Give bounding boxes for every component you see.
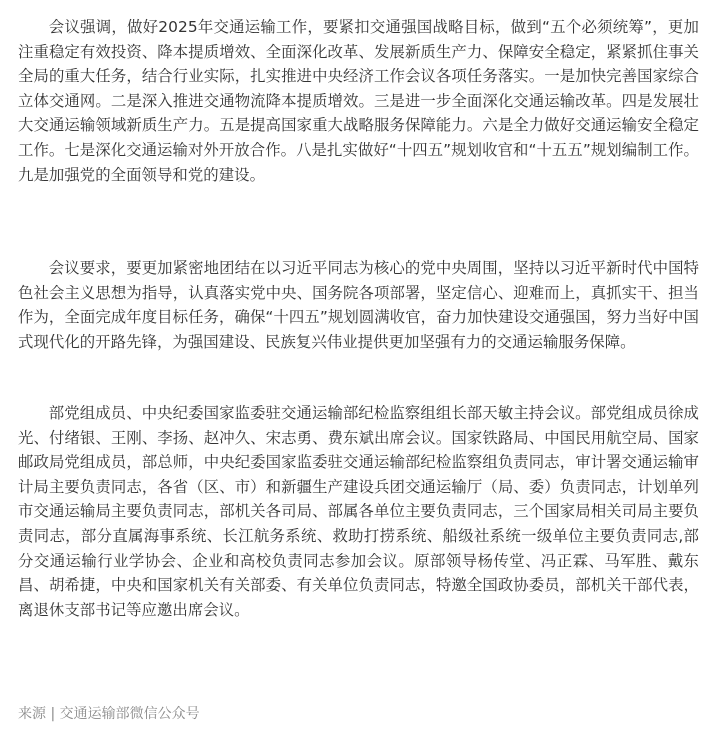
article-source: 来源 | 交通运输部微信公众号 xyxy=(18,706,200,722)
paragraph-3: 部党组成员、中央纪委国家监委驻交通运输部纪检监察组组长部天敏主持会议。部党组成员徐成光、付绪银、王刚、李扬、赵冲久、宋志勇、费东斌出席会议。国家铁路局、中国民用航空局、国家邮政局党组成员，部总师，中央纪委国家监委驻交通运输部纪检监察组负责同志，审计署交通运输审计局主要负责同志，各省（区、市）和新疆生产建设兵团交通运输厅（局、委）负责同志，计划单列市交通运输局主要负责同志，部机关各司局、部属各单位主要负责同志，三个国家局相关司局主要负责同志，部分直属海事系统、长江航务系统、救助打捞系统、船级社系统一级单位主要负责同志,部分交通运输行业学协会、企业和高校负责同志参加会议。原部领导杨传堂、冯正霖、马军胜、戴东昌、胡希捷，中央和国家机关有关部委、有关单位负责同志，特邀全国政协委员，部机关干部代表，离退休支部书记等应邀出席会议。 xyxy=(18,404,699,619)
paragraph-2: 会议要求，要更加紧密地团结在以习近平同志为核心的党中央周围，坚持以习近平新时代中国特色社会主义思想为指导，认真落实党中央、国务院各项部署，坚定信心、迎难而上，真抓实干、担当作为，全面完成年度目标任务，确保“十四五”规划圆满收官，奋力加快建设交通强国，努力当好中国式现代化的开路先锋，为强国建设、民族复兴伟业提供更加坚强有力的交通运输服务保障。 xyxy=(18,259,699,351)
paragraph-1: 会议强调，做好2025年交通运输工作，要紧扣交通强国战略目标，做到“五个必须统筹”，更加注重稳定有效投资、降本提质增效、全面深化改革、发展新质生产力、保障安全稳定，紧紧抓住事关全局的重大任务，结合行业实际，扎实推进中央经济工作会议各项任务落实。一是加快完善国家综合立体交通网。二是深入推进交通物流降本提质增效。三是进一步全面深化交通运输改革。四是发展壮大交通运输领域新质生产力。五是提高国家重大战略服务保障能力。六是全力做好交通运输安全稳定工作。七是深化交通运输对外开放合作。八是扎实做好“十四五”规划收官和“十五五”规划编制工作。九是加强党的全面领导和党的建设。 xyxy=(18,18,699,184)
